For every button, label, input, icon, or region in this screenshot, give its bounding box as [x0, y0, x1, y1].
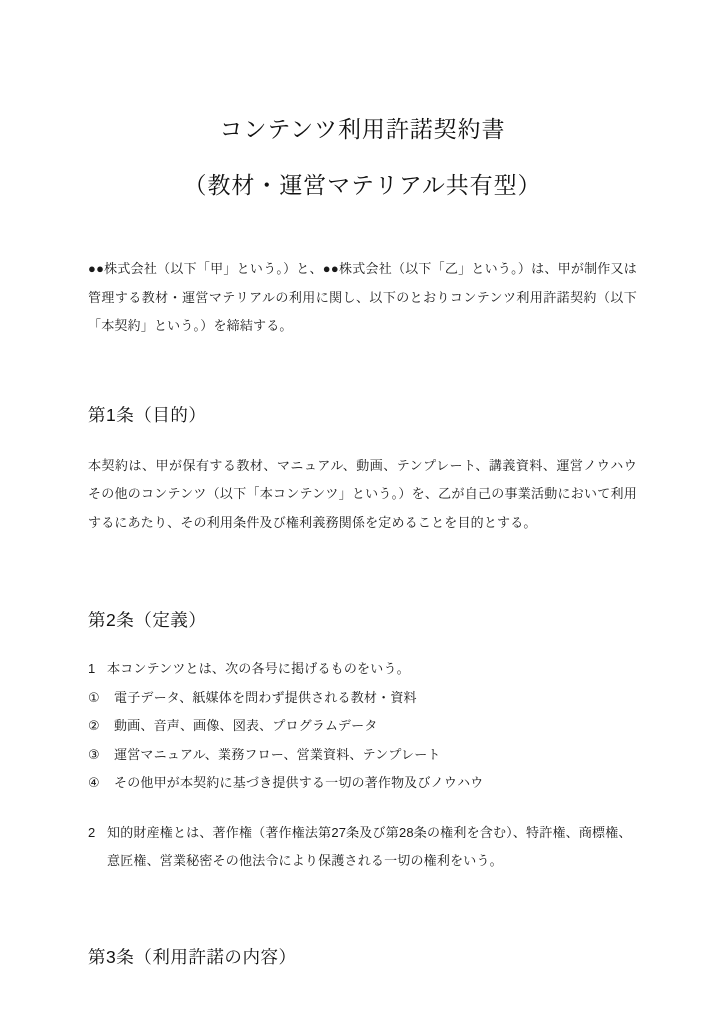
list-item: [88, 655, 637, 684]
list-marker: 2: [88, 824, 96, 840]
title-block: [88, 0, 637, 202]
document-body: [88, 0, 637, 970]
list-item: [88, 684, 637, 713]
section-body-article-1: 本契約は、甲が保有する教材、マニュアル、動画、テンプレート、講義資料、運営ノウハウその他のコンテンツ（以下「本コンテンツ」という。）を、乙が自己の事業活動において利用するにあたり、その利用条件及び権利義務関係を定めることを目的とする。: [88, 457, 637, 530]
list-item-text: 本コンテンツとは、次の各号に掲げるものをいう。: [107, 661, 410, 676]
list-item-text: 動画、音声、画像、図表、プログラムデータ: [114, 718, 378, 733]
list-marker: ②: [88, 718, 100, 733]
list-marker: ③: [88, 746, 100, 762]
list-item: [88, 712, 637, 741]
list-item-text: 知的財産権とは、著作権（著作権法第27条及び第28条の権利を含む）、特許権、商標権、意匠権、営業秘密その他法令により保護される一切の権利をいう。: [107, 824, 632, 868]
list-item-text: その他甲が本契約に基づき提供する一切の著作物及びノウハウ: [114, 775, 484, 790]
list-item-text: 電子データ、紙媒体を問わず提供される教材・資料: [114, 689, 417, 705]
list-marker: ①: [88, 689, 100, 705]
page-subtitle: （教材・運営マテリアル共有型）: [183, 172, 542, 198]
preamble-paragraph: ●●株式会社（以下「甲」という。）と、●●株式会社（以下「乙」という。）は、甲が制作又は管理する教材・運営マテリアルの利用に関し、以下のとおりコンテンツ利用許諾契約（以下「本契約」という。）を締結する。: [88, 261, 637, 333]
section-heading-article-2: 第2条（定義）: [88, 610, 207, 630]
list-item: [88, 819, 637, 876]
article-2-clause-2-list: [88, 798, 637, 876]
article-2-content: [88, 633, 637, 876]
list-item: [88, 769, 637, 798]
list-marker: ④: [88, 775, 100, 790]
list-item: [88, 741, 637, 770]
article-2-subitem-list: [88, 684, 637, 798]
page-title: コンテンツ利用許諾契約書: [219, 116, 506, 142]
list-item-text: 運営マニュアル、業務フロー、営業資料、テンプレート: [114, 746, 441, 762]
section-heading-article-3: 第3条（利用許諾の内容）: [88, 946, 297, 967]
section-heading-article-1: 第1条（目的）: [88, 404, 207, 425]
article-2-clause-1-list: [88, 655, 637, 684]
list-marker: 1: [88, 661, 96, 676]
